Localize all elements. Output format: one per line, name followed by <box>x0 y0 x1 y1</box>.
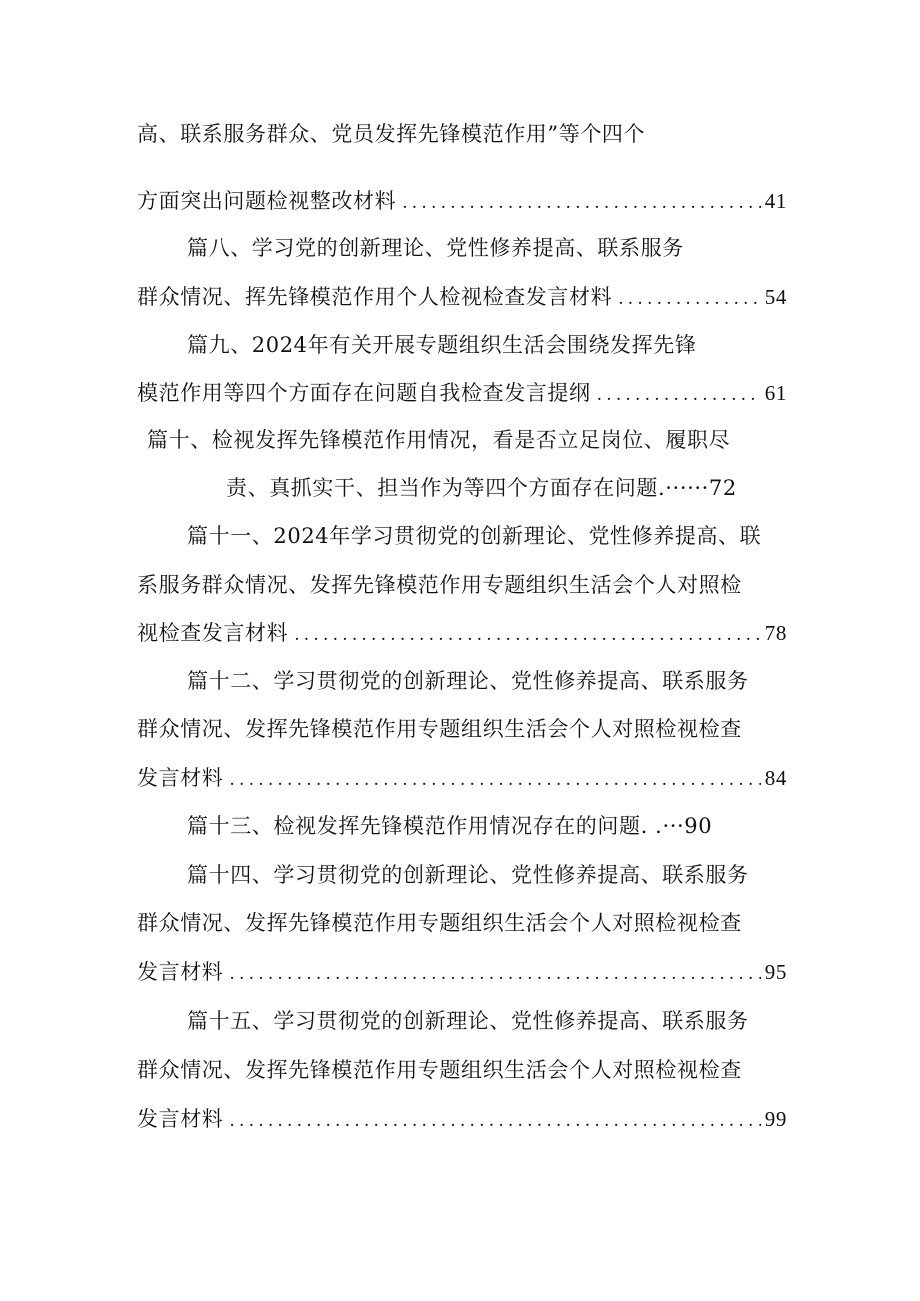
dot-leader <box>229 956 760 990</box>
toc-entry-end <box>187 808 787 844</box>
toc-entry-end <box>137 1101 787 1137</box>
toc-entry-end <box>137 615 787 651</box>
dot-leader <box>597 377 761 411</box>
toc-line: 群众情况、发挥先锋模范作用专题组织生活会个人对照检视检查 <box>137 911 742 935</box>
toc-line: 群众情况、发挥先锋模范作用专题组织生活会个人对照检视检查 <box>137 1058 742 1082</box>
toc-entry-end <box>137 183 787 219</box>
page-number: 54 <box>764 285 787 309</box>
page-number: 41 <box>764 189 787 213</box>
page-number: 99 <box>764 1107 787 1131</box>
page-number: ······72 <box>665 476 737 500</box>
toc-entry-end <box>137 954 787 990</box>
toc-line: 篇十四、学习贯彻党的创新理论、党性修养提高、联系服务 <box>187 863 749 887</box>
toc-line: 视检查发言材料 <box>137 621 289 645</box>
toc-entry-end <box>137 279 787 315</box>
page-number: 84 <box>764 766 787 790</box>
page-number: 95 <box>764 960 787 984</box>
toc-line: 责、真抓实干、担当作为等四个方面存在问题. <box>226 476 666 500</box>
page-number: 61 <box>764 381 787 405</box>
toc-line: 篇八、学习党的创新理论、党性修养提高、联系服务 <box>187 236 684 260</box>
toc-line: 发言材料 <box>137 1107 224 1131</box>
toc-line: 发言材料 <box>137 766 224 790</box>
dot-leader <box>618 281 761 315</box>
toc-line: 模范作用等四个方面存在问题自我检查发言提纲 <box>137 381 591 405</box>
toc-line: 群众情况、发挥先锋模范作用专题组织生活会个人对照检视检查 <box>137 717 742 741</box>
dot-leader <box>294 617 761 651</box>
dot-leader <box>229 1103 760 1137</box>
toc-line: 系服务群众情况、发挥先锋模范作用专题组织生活会个人对照检 <box>137 573 742 597</box>
toc-entry-end <box>226 470 787 506</box>
dot-leader <box>229 762 760 796</box>
toc-entry-end <box>137 375 787 411</box>
toc-line: 篇十、检视发挥先锋模范作用情况，看是否立足岗位、履职尽 <box>147 428 731 452</box>
toc-entry-end <box>137 760 787 796</box>
toc-line: 篇九、2024年有关开展专题组织生活会围绕发挥先锋 <box>187 333 697 357</box>
toc-line: 方面突出问题检视整改材料 <box>137 189 397 213</box>
toc-line: 篇十二、学习贯彻党的创新理论、党性修养提高、联系服务 <box>187 669 749 693</box>
toc-line: 发言材料 <box>137 960 224 984</box>
toc-line: 篇十三、检视发挥先锋模范作用情况存在的问题. . <box>187 814 663 838</box>
toc-line: 群众情况、挥先锋模范作用个人检视检查发言材料 <box>137 285 613 309</box>
toc-line: 篇十一、2024年学习贯彻党的创新理论、党性修养提高、联 <box>187 524 762 548</box>
dot-leader <box>402 185 761 219</box>
page-number: ···90 <box>662 814 713 838</box>
page-number: 78 <box>764 621 787 645</box>
toc-line: 篇十五、学习贯彻党的创新理论、党性修养提高、联系服务 <box>187 1009 749 1033</box>
toc-line: 高、联系服务群众、党员发挥先锋模范作用”等个四个 <box>137 122 646 146</box>
